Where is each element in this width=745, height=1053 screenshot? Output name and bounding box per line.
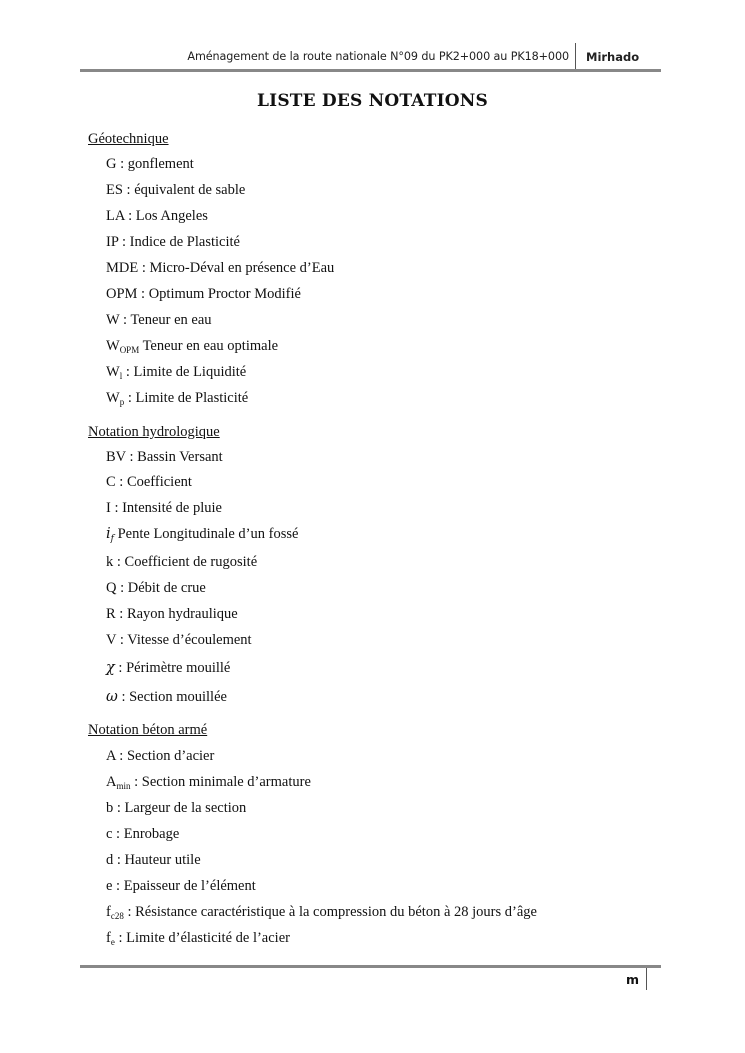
symbol-base: A bbox=[106, 774, 117, 790]
notation-text: : Limite de Plasticité bbox=[124, 390, 249, 406]
section-title-geotechnique: Géotechnique bbox=[88, 131, 169, 147]
notation-item: k : Coefficient de rugosité bbox=[106, 554, 258, 570]
notation-item: ES : équivalent de sable bbox=[106, 182, 246, 198]
notation-text: : Limite d’élasticité de l’acier bbox=[114, 930, 290, 946]
notation-text: : Section mouillée bbox=[117, 689, 227, 705]
symbol-base: i bbox=[106, 526, 111, 542]
notation-item bbox=[106, 337, 278, 355]
notation-text: : Périmètre mouillé bbox=[114, 660, 231, 676]
notation-item: A : Section d’acier bbox=[106, 748, 215, 764]
omega-symbol: ω bbox=[106, 689, 118, 705]
notation-text: : Résistance caractéristique à la compression du béton à 28 jours d’âge bbox=[123, 904, 537, 920]
notation-item bbox=[106, 525, 298, 543]
symbol-base: W bbox=[106, 338, 120, 354]
notation-item: C : Coefficient bbox=[106, 474, 192, 490]
notation-item: MDE : Micro-Déval en présence d’Eau bbox=[106, 260, 335, 276]
notation-item: BV : Bassin Versant bbox=[106, 449, 223, 465]
chi-symbol: χ bbox=[106, 660, 115, 676]
symbol-subscript: e bbox=[110, 937, 115, 947]
footer-separator bbox=[646, 968, 647, 990]
symbol-base: W bbox=[106, 390, 120, 406]
notation-item: W : Teneur en eau bbox=[106, 312, 212, 328]
symbol-subscript: p bbox=[119, 397, 125, 407]
header-rule bbox=[80, 69, 661, 72]
notation-text: : Limite de Liquidité bbox=[122, 364, 247, 380]
notation-text: Teneur en eau optimale bbox=[139, 338, 279, 354]
notation-item: e : Epaisseur de l’élément bbox=[106, 878, 256, 894]
notation-item bbox=[106, 363, 246, 381]
symbol-subscript: c28 bbox=[110, 911, 124, 921]
page-title: LISTE DES NOTATIONS bbox=[257, 91, 488, 111]
notation-item: R : Rayon hydraulique bbox=[106, 606, 238, 622]
notation-item: c : Enrobage bbox=[106, 826, 180, 842]
notation-item bbox=[106, 903, 537, 921]
symbol-subscript: OPM bbox=[119, 345, 140, 355]
notation-item: b : Largeur de la section bbox=[106, 800, 247, 816]
notation-item bbox=[106, 389, 248, 407]
notation-item: LA : Los Angeles bbox=[106, 208, 208, 224]
footer-rule bbox=[80, 965, 661, 968]
notation-text: Pente Longitudinale d’un fossé bbox=[113, 526, 299, 542]
notation-item: I : Intensité de pluie bbox=[106, 500, 222, 516]
section-title-beton-arme: Notation béton armé bbox=[88, 722, 208, 738]
running-header-title: Aménagement de la route nationale N°09 du PK2+000 au PK18+000 bbox=[187, 50, 569, 63]
notation-item: G : gonflement bbox=[106, 156, 194, 172]
page-number: m bbox=[626, 972, 640, 987]
symbol-subscript: min bbox=[116, 781, 131, 791]
section-title-hydrologique: Notation hydrologique bbox=[88, 424, 220, 440]
notation-item bbox=[106, 688, 227, 706]
notation-item bbox=[106, 773, 311, 791]
notation-item bbox=[106, 659, 230, 677]
notation-item: OPM : Optimum Proctor Modifié bbox=[106, 286, 301, 302]
notation-item: IP : Indice de Plasticité bbox=[106, 234, 240, 250]
symbol-subscript: l bbox=[119, 371, 123, 381]
notation-item: V : Vitesse d’écoulement bbox=[106, 632, 252, 648]
symbol-base: W bbox=[106, 364, 120, 380]
header-separator bbox=[575, 43, 576, 71]
notation-text: : Section minimale d’armature bbox=[130, 774, 311, 790]
symbol-base: f bbox=[106, 904, 111, 920]
symbol-subscript: f bbox=[110, 534, 114, 544]
notation-item: d : Hauteur utile bbox=[106, 852, 201, 868]
running-header-brand: Mirhado bbox=[586, 50, 640, 64]
symbol-base: f bbox=[106, 930, 111, 946]
notation-item: Q : Débit de crue bbox=[106, 580, 206, 596]
notation-item bbox=[106, 929, 290, 947]
